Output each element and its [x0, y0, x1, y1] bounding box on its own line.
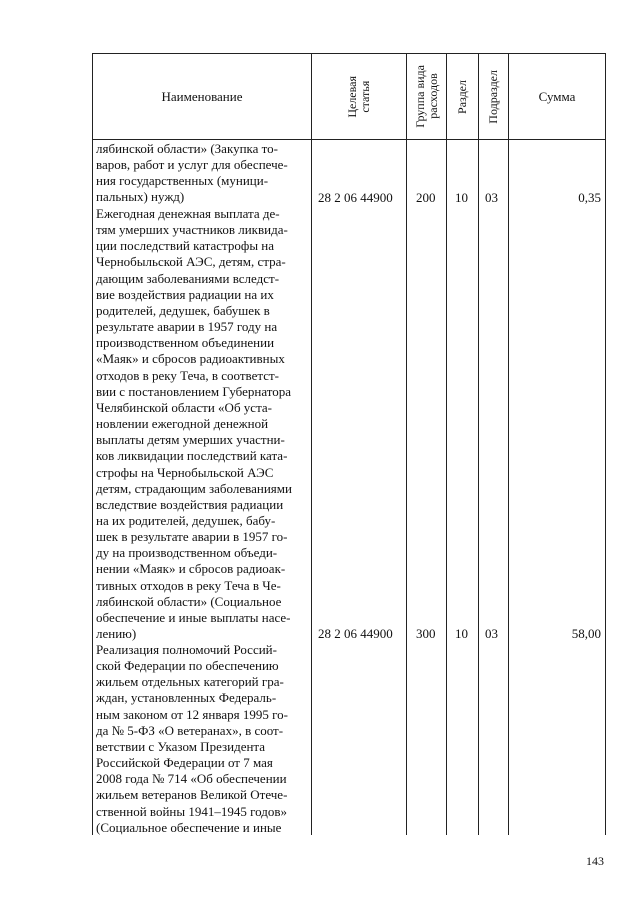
header-section [447, 54, 478, 139]
col-border-left [92, 53, 93, 835]
col-border-name [311, 53, 312, 835]
row-1-sum: 0,35 [578, 190, 601, 205]
header-sum-label: Сумма [538, 88, 576, 104]
header-target [312, 54, 406, 139]
row-3-description: Реализация полномочий Россий- ской Федерации по обеспечению жильем отдельных категорий гра- ждан, установленных Федераль- ным законом от 12 января 1995 го- да № 5-ФЗ «О ветеранах», в соот- ветствии с Указом Президента Российской Федерации от 7 мая 2008 года № 714 «Об обеспечении жильем ветеранов Великой Отече- ственной войны 1941–1945 годов» (Социальное обеспечение и иные [96, 642, 288, 835]
row-1-subsection: 03 [485, 190, 498, 205]
header-name [93, 54, 311, 139]
header-group [407, 54, 446, 139]
header-subsection [479, 54, 508, 139]
col-border-subsection [508, 53, 509, 835]
row-1-target: 28 2 06 44900 [318, 190, 393, 205]
row-2-subsection: 03 [485, 626, 498, 641]
header-subsection-label: Подраздел [486, 69, 500, 124]
col-border-section [478, 53, 479, 835]
header-bottom-border [92, 139, 606, 140]
header-section-label: Раздел [455, 79, 469, 114]
row-2-target: 28 2 06 44900 [318, 626, 393, 641]
header-group-label: Группа вида расходов [412, 65, 440, 128]
header-sum [509, 54, 605, 139]
row-1-group: 200 [416, 190, 436, 205]
row-2-sum: 58,00 [571, 626, 601, 641]
row-2-group: 300 [416, 626, 436, 641]
row-1-section: 10 [455, 190, 468, 205]
col-border-target [406, 53, 407, 835]
row-2-description: Ежегодная денежная выплата де- тям умерших участников ликвида- ции последствий катастрофы на Чернобыльской АЭС, детям, стра- дающим заболеваниями вследст- вие воздействия радиации на их родителей, дедушек, бабушек в результате аварии в 1957 году на производственном объединении «Маяк» и сбросов радиоактивных отходов в реку Теча, в соответст- вии с постановлением Губернатора Челябинской области «Об уста- новлении ежегодной денежной выплаты детям умерших участни- ков ликвидации последствий ката- строфы на Чернобыльской АЭС детям, страдающим заболеваниями вследствие воздействия радиации на их родителей, дедушек, бабу- шек в результате аварии в 1957 го- ду на производственном объеди- нении «Маяк» и сбросов радиоак- тивных отходов в реку Теча в Че- лябинской области» (Социальное обеспечение и иные выплаты насе- лению) [96, 206, 292, 642]
col-border-right [605, 53, 606, 835]
row-2-section: 10 [455, 626, 468, 641]
row-1-description: лябинской области» (Закупка то- варов, работ и услуг для обеспече- ния государственных (муници- пальных) нужд) [96, 141, 288, 205]
col-border-group [446, 53, 447, 835]
header-target-label: Целевая статья [345, 75, 372, 118]
header-name-label: Наименование [161, 88, 243, 104]
page-number: 143 [586, 854, 604, 868]
